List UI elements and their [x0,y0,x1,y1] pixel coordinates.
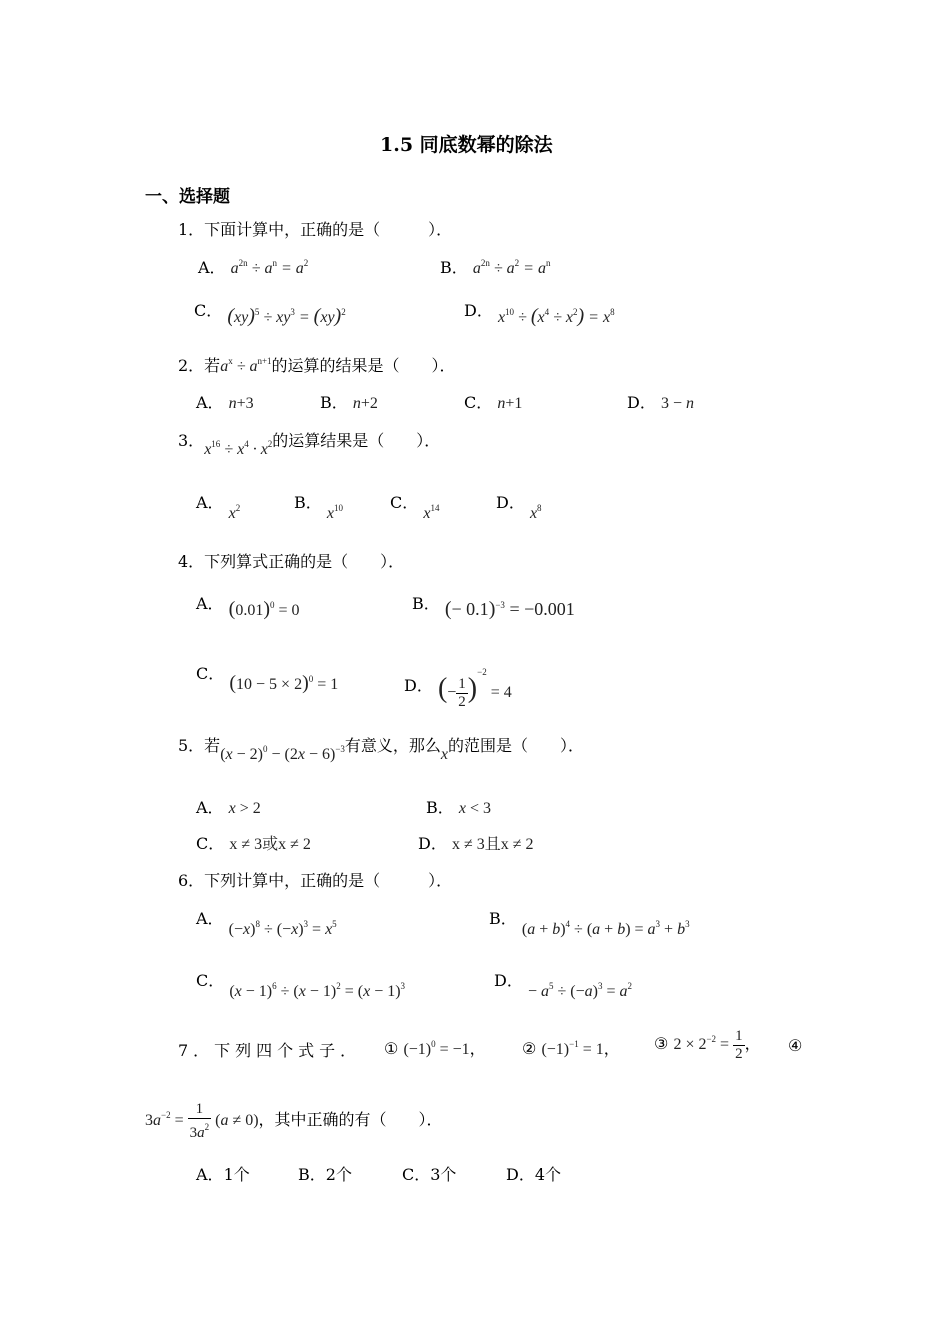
q6-option-b[interactable]: B． $(a + b)^4 \div (a + b) = a^3 + b^3$ [489,909,690,938]
stem-expr: $x^{16} \div x^4 \cdot x^2$ [204,439,273,458]
q4-option-c[interactable]: C． $(10 - 5 \times 2)^0 = 1$ [196,664,339,694]
q7-item-4: $3a^{-2}$ = $\frac{1}{3a^2}$ (a ≠ 0)，其中正确的有（ ）． [145,1101,443,1141]
option-label: D． [464,301,493,320]
stem-expr: $(x - 2)^0 - (2x - 6)^{-3}$ [220,744,345,763]
section-heading: 一、选择题 [145,187,230,207]
q6-option-a[interactable]: A． $(-x)^8 \div (-x)^3 = x^5$ [196,909,337,938]
q5-option-b[interactable]: B． x < 3 [426,798,491,817]
q3-option-c[interactable]: C． $x^{14}$ [390,493,440,522]
q2-option-c[interactable]: C． n+1 [464,393,523,412]
q7-item-2: ② $(-1)^{-1} = 1$， [522,1039,620,1058]
option-expr: $(xy)^5 \div xy^3 = (xy)^2$ [227,305,346,327]
page-title: 1.5 同底数幂的除法 [380,134,553,156]
question-6-stem: 6．下列计算中，正确的是（ ）． [178,871,453,890]
option-label: B． [440,258,468,277]
q3-option-a[interactable]: A． $x^2$ [196,493,241,522]
question-2-stem: 2．若$a^x \div a^{n+1}$的运算的结果是（ ）． [178,356,456,375]
q6-option-d[interactable]: D． − $a^5 \div (-a)^3 = a^2$ [494,971,632,1000]
q2-option-b[interactable]: B． n+2 [320,393,378,412]
q5-option-c[interactable]: C． x ≠ 3或x ≠ 2 [196,834,311,853]
q7-option-a[interactable]: A．1个 [196,1165,250,1184]
q7-item-4-marker: ④ [788,1036,803,1055]
q4-option-a[interactable]: A． $(0.01)^0 = 0$ [196,594,300,620]
q2-option-a[interactable]: A． n+3 [196,393,254,412]
q7-option-d[interactable]: D．4个 [506,1165,562,1184]
option-label: A． [198,258,226,277]
q7-option-c[interactable]: C．3个 [402,1165,457,1184]
q4-option-d[interactable]: D． (− $\frac{1}{2}$ )$^{-2}$ = 4 [404,667,512,710]
q7-item-1: ① $(-1)^0 = -1$， [384,1039,486,1058]
question-1-stem: 1．下面计算中，正确的是（ ）． [178,220,453,239]
q2-option-d[interactable]: D． 3 − n [627,393,694,412]
q1-option-a[interactable] [198,255,308,278]
question-7-stem: 7．下列四个式子． [178,1041,362,1060]
option-expr: $a^{2n} \div a^2 = a^n$ [472,258,551,277]
q6-option-c[interactable]: C． $(x - 1)^6 \div (x - 1)^2 = (x - 1)^3$ [196,971,406,1000]
q5-option-a[interactable]: A． x > 2 [196,798,261,817]
option-expr: $a^{2n} \div a^n = a^2$ [230,258,309,277]
question-3-stem: 3．$x^{16} \div x^4 \cdot x^2$的运算结果是（ ）． [178,431,441,458]
q1-option-c[interactable] [194,298,346,327]
q7-option-b[interactable]: B．2个 [298,1165,352,1184]
q3-option-d[interactable]: D． $x^8$ [496,493,542,522]
q1-option-b[interactable] [440,255,550,278]
q5-option-d[interactable]: D． x ≠ 3且x ≠ 2 [418,834,534,853]
q7-item-3: ③ $2 \times 2^{-2}$ = $\frac{1}{2}$ ， [654,1028,761,1062]
question-4-stem: 4．下列算式正确的是（ ）． [178,552,405,571]
q4-option-b[interactable]: B． (− 0.1)$^{-3}$ = −0.001 [412,594,575,620]
q1-option-d[interactable] [464,298,615,327]
option-expr: $x^{10} \div (x^4 \div x^2) = x^8$ [497,305,615,327]
stem-expr: $a^x \div a^{n+1}$ [220,356,272,375]
question-5-stem: 5．若$(x - 2)^0 - (2x - 6)^{-3}$有意义，那么x的范围是（ ）． [178,736,585,763]
q3-option-b[interactable]: B． $x^{10}$ [294,493,343,522]
option-label: C． [194,301,223,320]
